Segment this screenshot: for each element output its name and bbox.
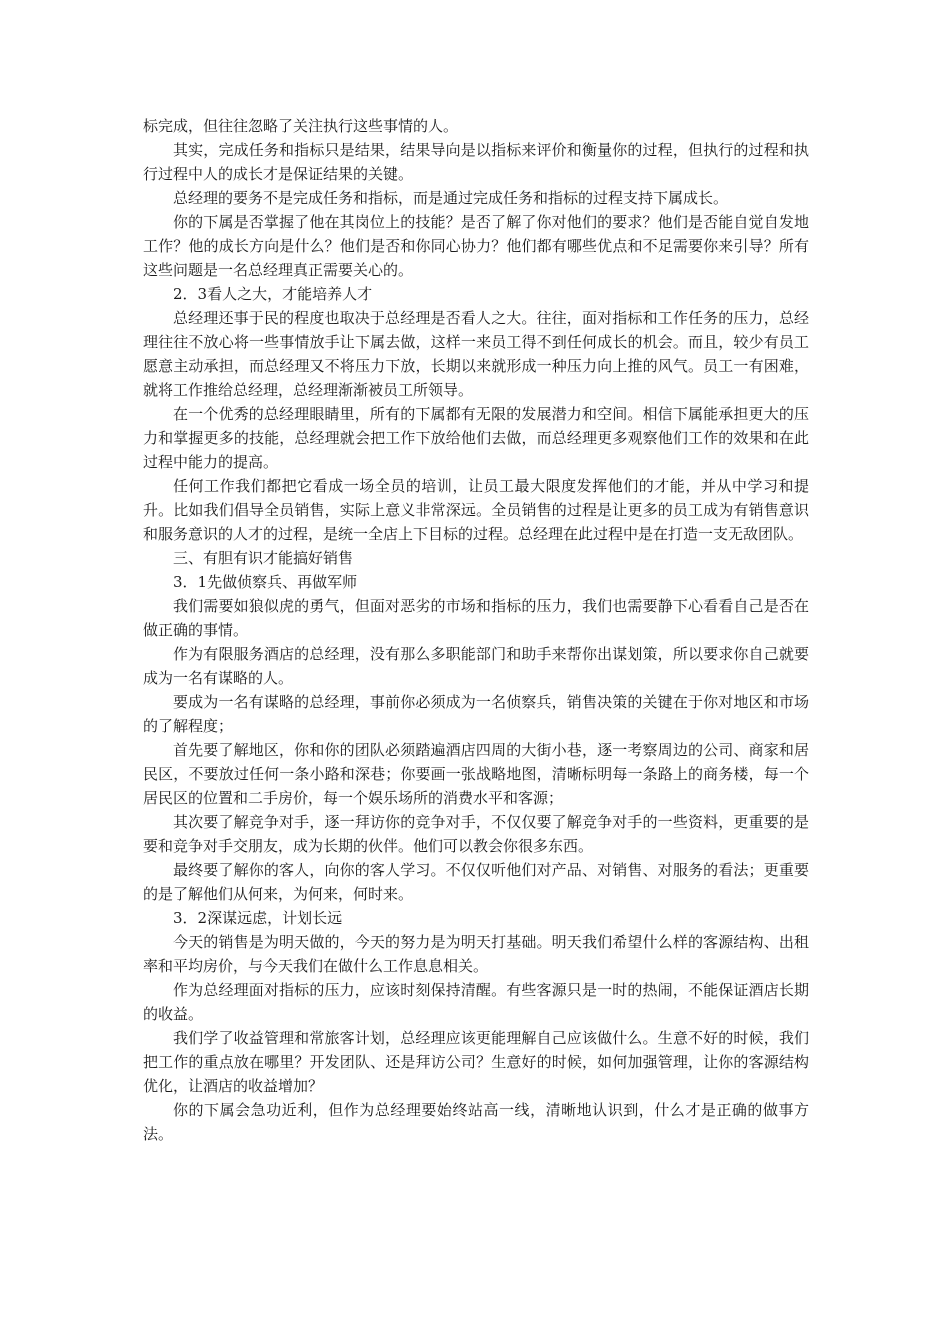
section-heading: 3．1先做侦察兵、再做军师 <box>173 573 358 591</box>
paragraph: 标完成，但往往忽略了关注执行这些事情的人。 <box>143 117 459 135</box>
paragraph: 其次要了解竞争对手，逐一拜访你的竞争对手，不仅仅要了解竞争对手的一些资料，更重要的是要和竞争对手交朋友，成为长期的伙伴。他们可以教会你很多东西。 <box>143 813 809 855</box>
chapter-heading: 三、有胆有识才能搞好销售 <box>173 549 354 567</box>
paragraph: 最终要了解你的客人，向你的客人学习。不仅仅听他们对产品、对销售、对服务的看法；更重要的是了解他们从何来，为何来，何时来。 <box>143 861 809 903</box>
paragraph: 你的下属是否掌握了他在其岗位上的技能？是否了解了你对他们的要求？他们是否能自觉自发地工作？他的成长方向是什么？他们是否和你同心协力？他们都有哪些优点和不足需要你来引导？所有这些问题是一名总经理真正需要关心的。 <box>143 213 809 279</box>
paragraph: 要成为一名有谋略的总经理，事前你必须成为一名侦察兵，销售决策的关键在于你对地区和市场的了解程度； <box>143 693 809 735</box>
paragraph: 作为有限服务酒店的总经理，没有那么多职能部门和助手来帮你出谋划策，所以要求你自己就要成为一名有谋略的人。 <box>143 645 809 687</box>
paragraph: 总经理的要务不是完成任务和指标，而是通过完成任务和指标的过程支持下属成长。 <box>173 189 729 207</box>
paragraph: 今天的销售是为明天做的，今天的努力是为明天打基础。明天我们希望什么样的客源结构、出租率和平均房价，与今天我们在做什么工作息息相关。 <box>143 933 809 975</box>
paragraph: 任何工作我们都把它看成一场全员的培训，让员工最大限度发挥他们的才能，并从中学习和提升。比如我们倡导全员销售，实际上意义非常深远。全员销售的过程是让更多的员工成为有销售意识和服务意识的人才的过程，是统一全店上下目标的过程。总经理在此过程中是在打造一支无敌团队。 <box>143 477 809 543</box>
paragraph: 我们学了收益管理和常旅客计划，总经理应该更能理解自己应该做什么。生意不好的时候，我们把工作的重点放在哪里？开发团队、还是拜访公司？生意好的时候，如何加强管理，让你的客源结构优化，让酒店的收益增加？ <box>143 1029 809 1095</box>
section-heading: 3．2深谋远虑，计划长远 <box>173 909 343 927</box>
paragraph: 总经理还事于民的程度也取决于总经理是否看人之大。往往，面对指标和工作任务的压力，总经理往往不放心将一些事情放手让下属去做，这样一来员工得不到任何成长的机会。而且，较少有员工愿意主动承担，而总经理又不将压力下放，长期以来就形成一种压力向上推的风气。员工一有困难，就将工作推给总经理，总经理渐渐被员工所领导。 <box>143 309 809 399</box>
paragraph: 在一个优秀的总经理眼睛里，所有的下属都有无限的发展潜力和空间。相信下属能承担更大的压力和掌握更多的技能，总经理就会把工作下放给他们去做，而总经理更多观察他们工作的效果和在此过程中能力的提高。 <box>143 405 809 471</box>
document-body <box>143 114 809 1146</box>
paragraph: 我们需要如狼似虎的勇气，但面对恶劣的市场和指标的压力，我们也需要静下心看看自己是否在做正确的事情。 <box>143 597 809 639</box>
paragraph: 作为总经理面对指标的压力，应该时刻保持清醒。有些客源只是一时的热闹，不能保证酒店长期的收益。 <box>143 981 809 1023</box>
paragraph: 你的下属会急功近利，但作为总经理要始终站高一线，清晰地认识到，什么才是正确的做事方法。 <box>143 1101 809 1143</box>
section-heading: 2．3看人之大，才能培养人才 <box>173 285 373 303</box>
paragraph: 首先要了解地区，你和你的团队必须踏遍酒店四周的大街小巷，逐一考察周边的公司、商家和居民区，不要放过任何一条小路和深巷；你要画一张战略地图，清晰标明每一条路上的商务楼，每一个居民区的位置和二手房价，每一个娱乐场所的消费水平和客源； <box>143 741 809 807</box>
paragraph: 其实，完成任务和指标只是结果，结果导向是以指标来评价和衡量你的过程，但执行的过程和执行过程中人的成长才是保证结果的关键。 <box>143 141 809 183</box>
